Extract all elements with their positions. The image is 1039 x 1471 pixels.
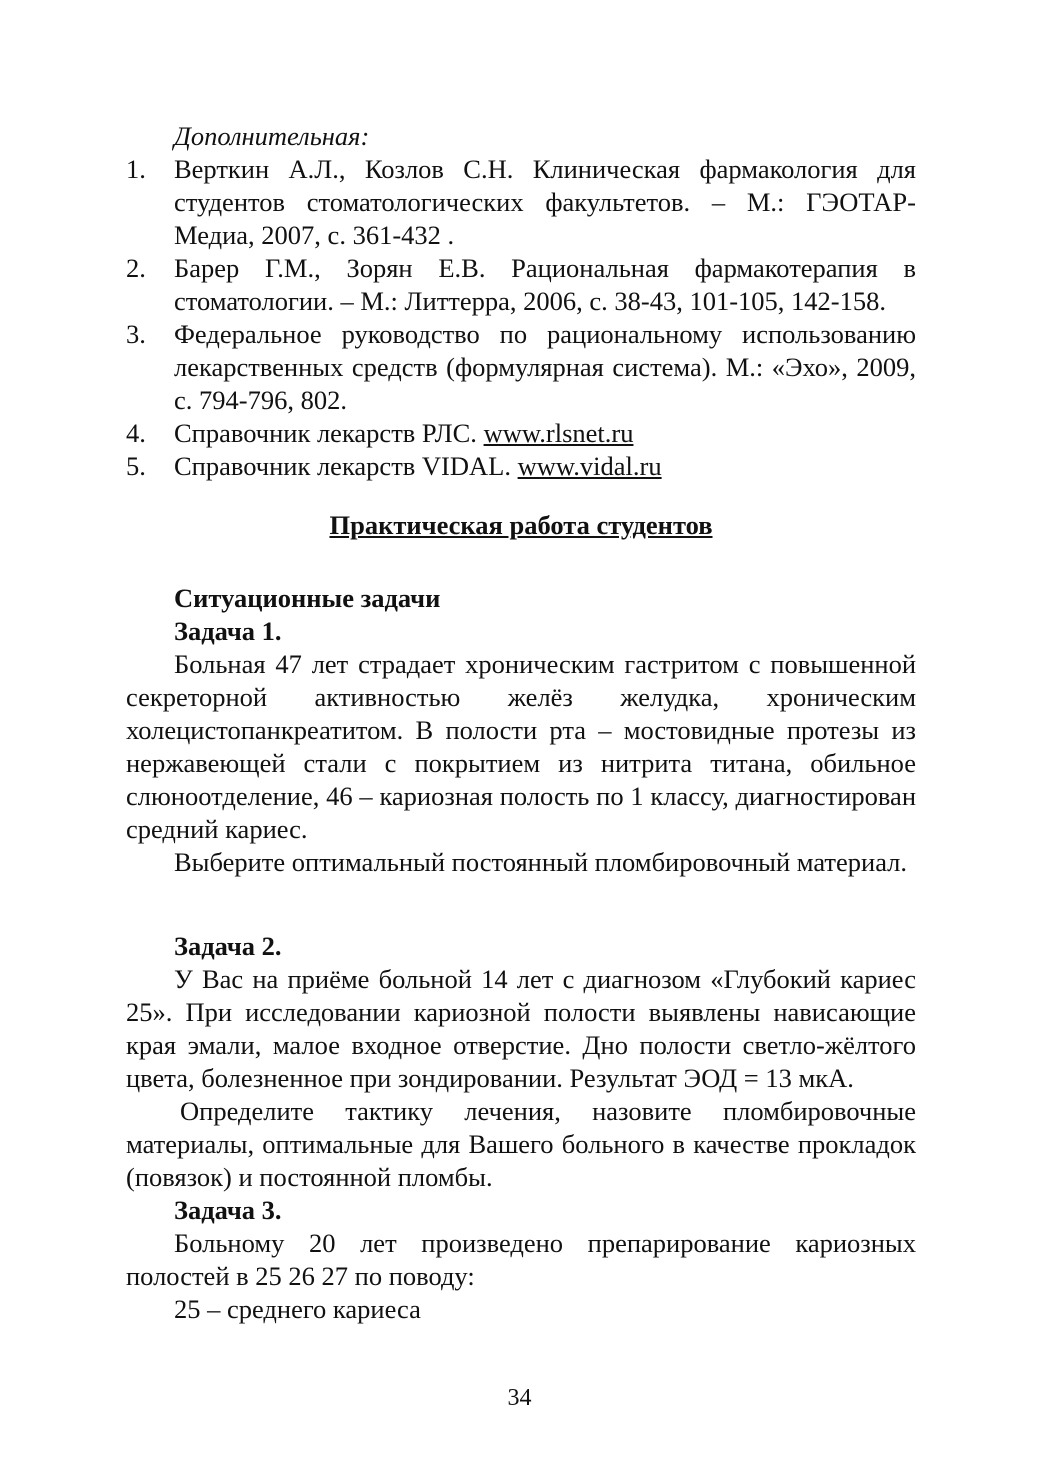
task-3-item: 25 – среднего кариеса	[174, 1294, 421, 1324]
task-2-paragraph: У Вас на приёме больной 14 лет с диагнозом «Глубокий кариес 25». При исследовании кариозной полости выявлены нависающие края эмали, малое входное отверстие. Дно полости светло-жёлтого цвета, болезненное при зондировании. Результат ЭОД = 13 мкА.	[126, 964, 916, 1093]
task-3-paragraph: Больному 20 лет произведено препарирование кариозных полостей в 25 26 27 по поводу:	[126, 1228, 916, 1291]
reference-text: Верткин А.Л., Козлов С.Н. Клиническая фармакология для студентов стоматологических факультетов. – М.: ГЭОТАР-Медиа, 2007, с. 361-432 .	[174, 154, 916, 250]
reference-number: 5.	[126, 451, 146, 481]
task-1-title: Задача 1.	[174, 616, 282, 646]
task-2-question: Определите тактику лечения, назовите пломбировочные материалы, оптимальные для Вашего больного в качестве прокладок (повязок) и постоянной пломбы.	[126, 1096, 916, 1192]
page-number: 34	[507, 1385, 532, 1411]
situational-tasks-heading: Ситуационные задачи	[174, 583, 441, 613]
reference-list	[126, 153, 916, 483]
vidal-link[interactable]: www.vidal.ru	[517, 451, 662, 481]
reference-item	[126, 417, 916, 450]
reference-number: 1.	[126, 154, 146, 184]
reference-text: Федеральное руководство по рациональному использованию лекарственных средств (формулярная система). М.: «Эхо», 2009, с. 794-796, 802.	[174, 319, 916, 415]
reference-text: Справочник лекарств VIDAL.	[174, 451, 518, 481]
additional-literature-heading: Дополнительная:	[174, 121, 370, 151]
reference-number: 3.	[126, 319, 146, 349]
reference-item	[126, 153, 916, 252]
reference-item	[126, 318, 916, 417]
rlsnet-link[interactable]: www.rlsnet.ru	[483, 418, 634, 448]
task-2-title: Задача 2.	[174, 931, 282, 961]
reference-text: Барер Г.М., Зорян Е.В. Рациональная фармакотерапия в стоматологии. – М.: Литтерра, 2006, с. 38-43, 101-105, 142-158.	[174, 253, 916, 316]
reference-number: 4.	[126, 418, 146, 448]
reference-item	[126, 450, 916, 483]
section-title: Практическая работа студентов	[329, 510, 713, 540]
page-content	[126, 120, 916, 1326]
task-3-title: Задача 3.	[174, 1195, 282, 1225]
reference-text: Справочник лекарств РЛС.	[174, 418, 484, 448]
spacer	[126, 879, 916, 912]
reference-number: 2.	[126, 253, 146, 283]
reference-item	[126, 252, 916, 318]
task-1-question: Выберите оптимальный постоянный пломбировочный материал.	[174, 847, 908, 877]
task-1-paragraph: Больная 47 лет страдает хроническим гастритом с повышенной секреторной активностью желёз желудка, хроническим холецистопанкреатитом. В полости рта – мостовидные протезы из нержавеющей стали с покрытием из нитрита титана, обильное слюноотделение, 46 – кариозная полость по 1 классу, диагностирован средний кариес.	[126, 649, 916, 844]
